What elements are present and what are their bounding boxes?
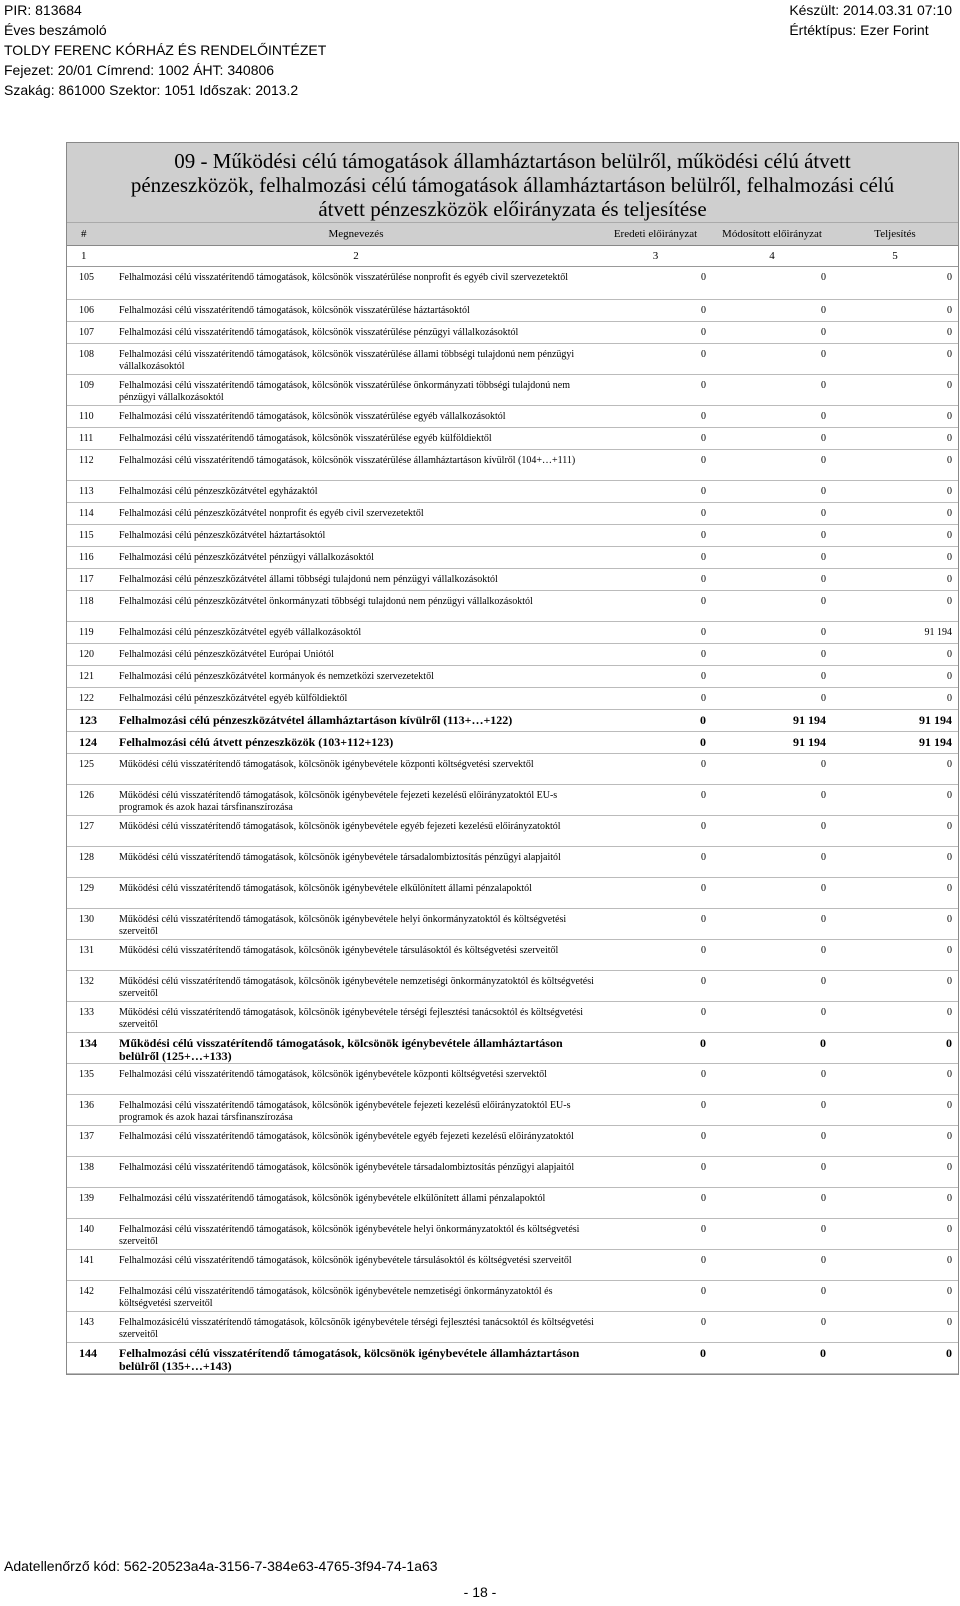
original-appropriation: 0 xyxy=(701,914,706,925)
modified-appropriation: 0 xyxy=(821,349,826,360)
table-row xyxy=(67,1281,958,1312)
table-row xyxy=(67,1188,958,1219)
table-row xyxy=(67,569,958,591)
table-row xyxy=(67,732,958,754)
table-row xyxy=(67,1126,958,1157)
row-name: Felhalmozási célú pénzeszközátvétel pénzügyi vállalkozásoktól xyxy=(119,552,374,563)
original-appropriation: 0 xyxy=(701,627,706,638)
fulfillment-value: 0 xyxy=(947,883,952,894)
modified-appropriation: 0 xyxy=(821,1193,826,1204)
fulfillment-value: 0 xyxy=(947,1162,952,1173)
row-name: Felhalmozási célú visszatérítendő támogatások, kölcsönök visszatérülése nonprofit és egyéb civil szervezetektől xyxy=(119,272,569,283)
modified-appropriation: 0 xyxy=(821,272,826,283)
original-appropriation: 0 xyxy=(701,552,706,563)
row-name: Felhalmozási célú pénzeszközátvétel államháztartáson kívülről (113+…+122) xyxy=(119,713,513,727)
table-row xyxy=(67,428,958,450)
modified-appropriation: 0 xyxy=(821,411,826,422)
original-appropriation: 0 xyxy=(701,530,706,541)
table-row xyxy=(67,622,958,644)
fulfillment-value: 0 xyxy=(947,1224,952,1235)
row-name: Felhalmozási célú pénzeszközátvétel önkormányzati többségi tulajdonú nem pénzügyi vállalkozásoktól xyxy=(119,596,533,607)
modified-appropriation: 0 xyxy=(821,596,826,607)
control-code: Adatellenőrző kód: 562-20523a4a-3156-7-384e63-4765-3f94-74-1a63 xyxy=(4,1558,438,1574)
fulfillment-value: 0 xyxy=(947,574,952,585)
table-row xyxy=(67,666,958,688)
row-number: 141 xyxy=(79,1255,94,1266)
table-row xyxy=(67,971,958,1002)
table-row xyxy=(67,816,958,847)
row-name: Felhalmozási célú visszatérítendő támogatások, kölcsönök igénybevétele államháztartáson belülről (135+…+143) xyxy=(119,1346,580,1373)
column-number: 1 xyxy=(81,250,87,262)
modified-appropriation: 0 xyxy=(821,433,826,444)
column-header-row xyxy=(67,222,958,246)
modified-appropriation: 0 xyxy=(821,380,826,391)
fulfillment-value: 0 xyxy=(947,1100,952,1111)
original-appropriation: 0 xyxy=(701,349,706,360)
row-name: Felhalmozásicélú visszatérítendő támogatások, kölcsönök igénybevétele térségi fejlesztési tanácsoktól és költségvetési szerveitől xyxy=(119,1317,594,1340)
report-title-line: pénzeszközök, felhalmozási célú támogatások államháztartáson belülről, felhalmozási célú xyxy=(130,173,895,197)
table-row xyxy=(67,847,958,878)
row-number: 140 xyxy=(79,1224,94,1235)
row-name: Felhalmozási célú visszatérítendő támogatások, kölcsönök igénybevétele helyi önkormányzatoktól és költségvetési szerveitől xyxy=(119,1224,580,1247)
report-type-line: Éves beszámoló xyxy=(4,22,107,38)
modified-appropriation: 0 xyxy=(821,305,826,316)
modified-appropriation: 0 xyxy=(821,1069,826,1080)
original-appropriation: 0 xyxy=(701,1069,706,1080)
row-number: 123 xyxy=(79,713,97,727)
fulfillment-value: 0 xyxy=(947,1255,952,1266)
created-line: Készült: 2014.03.31 07:10 xyxy=(789,2,952,18)
row-name: Működési célú visszatérítendő támogatások, kölcsönök igénybevétele egyéb fejezeti kezelésű előirányzatoktól xyxy=(119,821,561,832)
row-number: 131 xyxy=(79,945,94,956)
modified-appropriation: 0 xyxy=(820,1346,826,1360)
original-appropriation: 0 xyxy=(701,455,706,466)
row-name: Felhalmozási célú pénzeszközátvétel egyéb külföldiektől xyxy=(119,693,348,704)
row-number: 133 xyxy=(79,1007,94,1018)
report-title xyxy=(67,143,958,222)
fulfillment-value: 0 xyxy=(947,693,952,704)
original-appropriation: 0 xyxy=(701,1100,706,1111)
table-row xyxy=(67,644,958,666)
original-appropriation: 0 xyxy=(700,1036,706,1050)
row-number: 110 xyxy=(79,411,94,422)
table-row xyxy=(67,344,958,375)
row-name: Felhalmozási célú visszatérítendő támogatások, kölcsönök visszatérülése pénzügyi vállalkozásoktól xyxy=(119,327,519,338)
fulfillment-value: 0 xyxy=(947,821,952,832)
modified-appropriation: 91 194 xyxy=(793,713,826,727)
original-appropriation: 0 xyxy=(701,1255,706,1266)
column-number: 2 xyxy=(353,250,359,262)
row-name: Működési célú visszatérítendő támogatások, kölcsönök igénybevétele helyi önkormányzatoktól és költségvetési szerveitől xyxy=(119,914,567,937)
original-appropriation: 0 xyxy=(701,1131,706,1142)
row-number: 119 xyxy=(79,627,94,638)
fulfillment-value: 0 xyxy=(947,349,952,360)
fulfillment-value: 0 xyxy=(947,852,952,863)
table-body xyxy=(67,267,958,1374)
column-number-row xyxy=(67,246,958,267)
table-row xyxy=(67,878,958,909)
row-name: Felhalmozási célú pénzeszközátvétel Európai Uniótól xyxy=(119,649,334,660)
fulfillment-value: 91 194 xyxy=(919,713,952,727)
fulfillment-value: 0 xyxy=(947,455,952,466)
fulfillment-value: 0 xyxy=(946,1346,952,1360)
modified-appropriation: 0 xyxy=(821,649,826,660)
modified-appropriation: 0 xyxy=(821,627,826,638)
fulfillment-value: 0 xyxy=(947,1193,952,1204)
original-appropriation: 0 xyxy=(701,380,706,391)
row-number: 137 xyxy=(79,1131,94,1142)
modified-appropriation: 0 xyxy=(821,693,826,704)
modified-appropriation: 0 xyxy=(821,327,826,338)
row-name: Működési célú visszatérítendő támogatások, kölcsönök igénybevétele térségi fejlesztési tanácsoktól és költségvetési szerveitől xyxy=(119,1007,584,1030)
row-number: 132 xyxy=(79,976,94,987)
row-name: Felhalmozási célú pénzeszközátvétel egyházaktól xyxy=(119,486,318,497)
pir-line: PIR: 813684 xyxy=(4,2,82,18)
original-appropriation: 0 xyxy=(701,508,706,519)
fulfillment-value: 0 xyxy=(947,530,952,541)
fulfillment-value: 0 xyxy=(947,671,952,682)
column-number: 5 xyxy=(892,250,898,262)
original-appropriation: 0 xyxy=(701,790,706,801)
fulfillment-value: 91 194 xyxy=(919,735,952,749)
row-number: 105 xyxy=(79,272,94,283)
row-number: 130 xyxy=(79,914,94,925)
row-name: Felhalmozási célú visszatérítendő támogatások, kölcsönök visszatérülése államháztartáson kívülről (104+…+111) xyxy=(119,455,576,466)
fulfillment-value: 91 194 xyxy=(924,627,952,638)
original-appropriation: 0 xyxy=(701,883,706,894)
row-name: Működési célú visszatérítendő támogatások, kölcsönök igénybevétele fejezeti kezelésű előirányzatoktól EU-s programok és azok hazai társfinanszírozása xyxy=(119,790,558,813)
original-appropriation: 0 xyxy=(701,945,706,956)
row-name: Felhalmozási célú visszatérítendő támogatások, kölcsönök visszatérülése állami többségi tulajdonú nem pénzügyi vállalkozásoktól xyxy=(119,349,575,372)
table-row xyxy=(67,300,958,322)
fulfillment-value: 0 xyxy=(947,976,952,987)
fulfillment-value: 0 xyxy=(947,1317,952,1328)
modified-appropriation: 0 xyxy=(821,1286,826,1297)
modified-appropriation: 0 xyxy=(821,486,826,497)
row-number: 135 xyxy=(79,1069,94,1080)
original-appropriation: 0 xyxy=(701,693,706,704)
original-appropriation: 0 xyxy=(701,671,706,682)
table-row xyxy=(67,909,958,940)
table-row xyxy=(67,1002,958,1033)
table-row xyxy=(67,1033,958,1064)
page-number: - 18 - xyxy=(463,1584,497,1600)
original-appropriation: 0 xyxy=(701,596,706,607)
row-name: Működési célú visszatérítendő támogatások, kölcsönök igénybevétele központi költségvetési szervektől xyxy=(119,759,534,770)
original-appropriation: 0 xyxy=(701,305,706,316)
row-number: 112 xyxy=(79,455,94,466)
modified-appropriation: 0 xyxy=(821,552,826,563)
original-appropriation: 0 xyxy=(701,1224,706,1235)
fulfillment-value: 0 xyxy=(947,1286,952,1297)
fulfillment-value: 0 xyxy=(947,790,952,801)
modified-appropriation: 91 194 xyxy=(793,735,826,749)
row-number: 142 xyxy=(79,1286,94,1297)
fulfillment-value: 0 xyxy=(947,305,952,316)
modified-appropriation: 0 xyxy=(821,671,826,682)
modified-appropriation: 0 xyxy=(821,574,826,585)
modified-appropriation: 0 xyxy=(821,1162,826,1173)
fulfillment-value: 0 xyxy=(947,433,952,444)
row-name: Felhalmozási célú visszatérítendő támogatások, kölcsönök visszatérülése egyéb vállalkozásoktól xyxy=(119,411,506,422)
column-header: Megnevezés xyxy=(328,228,384,240)
modified-appropriation: 0 xyxy=(821,976,826,987)
column-header: Teljesítés xyxy=(874,228,916,240)
row-name: Működési célú visszatérítendő támogatások, kölcsönök igénybevétele társadalombiztosítás pénzügyi alapjaitól xyxy=(119,852,561,863)
row-number: 127 xyxy=(79,821,94,832)
row-name: Működési célú visszatérítendő támogatások, kölcsönök igénybevétele államháztartáson belülről (125+…+133) xyxy=(119,1036,563,1063)
modified-appropriation: 0 xyxy=(821,852,826,863)
fulfillment-value: 0 xyxy=(947,1069,952,1080)
row-number: 143 xyxy=(79,1317,94,1328)
row-number: 134 xyxy=(79,1036,97,1050)
fulfillment-value: 0 xyxy=(947,1007,952,1018)
column-number: 3 xyxy=(652,250,659,262)
table-row xyxy=(67,375,958,406)
row-number: 128 xyxy=(79,852,94,863)
row-number: 113 xyxy=(79,486,94,497)
row-number: 139 xyxy=(79,1193,94,1204)
original-appropriation: 0 xyxy=(701,574,706,585)
table-row xyxy=(67,1219,958,1250)
modified-appropriation: 0 xyxy=(821,790,826,801)
row-name: Felhalmozási célú visszatérítendő támogatások, kölcsönök igénybevétele társulásoktól és költségvetési szerveitől xyxy=(119,1255,572,1266)
fulfillment-value: 0 xyxy=(947,272,952,283)
row-name: Felhalmozási célú visszatérítendő támogatások, kölcsönök igénybevétele társadalombiztosítás pénzügyi alapjaitól xyxy=(119,1162,575,1173)
row-number: 136 xyxy=(79,1100,94,1111)
fulfillment-value: 0 xyxy=(947,1131,952,1142)
original-appropriation: 0 xyxy=(700,735,706,749)
report-title-line: átvett pénzeszközök előirányzata és teljesítése xyxy=(318,197,707,221)
fulfillment-value: 0 xyxy=(947,486,952,497)
fulfillment-value: 0 xyxy=(947,945,952,956)
fulfillment-value: 0 xyxy=(947,552,952,563)
row-number: 115 xyxy=(79,530,94,541)
row-number: 120 xyxy=(79,649,94,660)
row-name: Felhalmozási célú pénzeszközátvétel háztartásoktól xyxy=(119,530,326,541)
row-name: Felhalmozási célú átvett pénzeszközök (103+112+123) xyxy=(119,735,394,749)
table-row xyxy=(67,450,958,481)
original-appropriation: 0 xyxy=(701,1317,706,1328)
fulfillment-value: 0 xyxy=(947,596,952,607)
original-appropriation: 0 xyxy=(701,433,706,444)
row-name: Felhalmozási célú pénzeszközátvétel kormányok és nemzetközi szervezetektől xyxy=(119,671,434,682)
row-number: 124 xyxy=(79,735,97,749)
table-row xyxy=(67,1250,958,1281)
row-name: Felhalmozási célú visszatérítendő támogatások, kölcsönök visszatérülése háztartásoktól xyxy=(119,305,470,316)
column-header: # xyxy=(81,228,87,240)
row-number: 122 xyxy=(79,693,94,704)
row-number: 125 xyxy=(79,759,94,770)
row-number: 106 xyxy=(79,305,94,316)
original-appropriation: 0 xyxy=(701,486,706,497)
row-name: Felhalmozási célú visszatérítendő támogatások, kölcsönök visszatérülése önkormányzati többségi tulajdonú nem pénzügyi vállalkozásoktól xyxy=(119,380,570,403)
row-name: Felhalmozási célú pénzeszközátvétel nonprofit és egyéb civil szervezetektől xyxy=(119,508,424,519)
row-number: 117 xyxy=(79,574,94,585)
institution-name: TOLDY FERENC KÓRHÁZ ÉS RENDELŐINTÉZET xyxy=(4,42,327,58)
original-appropriation: 0 xyxy=(701,272,706,283)
row-name: Működési célú visszatérítendő támogatások, kölcsönök igénybevétele elkülönített állami pénzalapoktól xyxy=(119,883,532,894)
row-number: 116 xyxy=(79,552,94,563)
row-name: Működési célú visszatérítendő támogatások, kölcsönök igénybevétele társulásoktól és költségvetési szerveitől xyxy=(119,945,559,956)
row-name: Működési célú visszatérítendő támogatások, kölcsönök igénybevétele nemzetiségi önkormányzatoktól és költségvetési szerveitől xyxy=(119,976,594,999)
original-appropriation: 0 xyxy=(701,1162,706,1173)
report-header-left xyxy=(4,0,326,100)
modified-appropriation: 0 xyxy=(821,1317,826,1328)
modified-appropriation: 0 xyxy=(821,530,826,541)
table-row xyxy=(67,785,958,816)
fulfillment-value: 0 xyxy=(947,411,952,422)
row-name: Felhalmozási célú visszatérítendő támogatások, kölcsönök igénybevétele egyéb fejezeti kezelésű előirányzatoktól xyxy=(119,1131,574,1142)
modified-appropriation: 0 xyxy=(821,945,826,956)
table-row xyxy=(67,406,958,428)
original-appropriation: 0 xyxy=(701,1007,706,1018)
row-number: 121 xyxy=(79,671,94,682)
sector-line: Szakág: 861000 Szektor: 1051 Időszak: 2013.2 xyxy=(4,82,299,98)
report-title-line: 09 - Működési célú támogatások államháztartáson belülről, működési célú átvett xyxy=(174,149,851,173)
row-name: Felhalmozási célú visszatérítendő támogatások, kölcsönök visszatérülése egyéb külföldiektől xyxy=(119,433,492,444)
fulfillment-value: 0 xyxy=(947,759,952,770)
report-table xyxy=(66,142,959,1375)
table-row xyxy=(67,940,958,971)
table-row xyxy=(67,1064,958,1095)
table-row xyxy=(67,591,958,622)
row-number: 118 xyxy=(79,596,94,607)
row-name: Felhalmozási célú visszatérítendő támogatások, kölcsönök igénybevétele fejezeti kezelésű előirányzatoktól EU-s programok és azok hazai társfinanszírozása xyxy=(119,1100,571,1123)
row-number: 111 xyxy=(79,433,94,444)
modified-appropriation: 0 xyxy=(821,821,826,832)
row-name: Felhalmozási célú visszatérítendő támogatások, kölcsönök igénybevétele központi költségvetési szervektől xyxy=(119,1069,547,1080)
original-appropriation: 0 xyxy=(701,1286,706,1297)
table-row xyxy=(67,1157,958,1188)
row-name: Felhalmozási célú pénzeszközátvétel állami többségi tulajdonú nem pénzügyi vállalkozásoktól xyxy=(119,574,498,585)
fulfillment-value: 0 xyxy=(947,914,952,925)
original-appropriation: 0 xyxy=(701,411,706,422)
row-number: 126 xyxy=(79,790,94,801)
table-row xyxy=(67,322,958,344)
fulfillment-value: 0 xyxy=(947,508,952,519)
modified-appropriation: 0 xyxy=(821,883,826,894)
original-appropriation: 0 xyxy=(700,713,706,727)
modified-appropriation: 0 xyxy=(821,1007,826,1018)
column-header: Eredeti előirányzat xyxy=(613,228,698,240)
original-appropriation: 0 xyxy=(701,649,706,660)
modified-appropriation: 0 xyxy=(821,1100,826,1111)
modified-appropriation: 0 xyxy=(821,914,826,925)
chapter-line: Fejezet: 20/01 Címrend: 1002 ÁHT: 340806 xyxy=(4,62,275,78)
row-number: 108 xyxy=(79,349,94,360)
modified-appropriation: 0 xyxy=(821,1224,826,1235)
row-number: 144 xyxy=(79,1346,97,1360)
modified-appropriation: 0 xyxy=(821,508,826,519)
original-appropriation: 0 xyxy=(701,759,706,770)
original-appropriation: 0 xyxy=(701,821,706,832)
table-row xyxy=(67,267,958,300)
table-row xyxy=(67,688,958,710)
fulfillment-value: 0 xyxy=(947,649,952,660)
row-name: Felhalmozási célú visszatérítendő támogatások, kölcsönök igénybevétele nemzetiségi önkormányzatoktól és költségvetési szerveitől xyxy=(119,1286,553,1309)
original-appropriation: 0 xyxy=(701,327,706,338)
original-appropriation: 0 xyxy=(701,1193,706,1204)
column-header: Módosított előirányzat xyxy=(722,228,822,240)
modified-appropriation: 0 xyxy=(821,455,826,466)
column-number: 4 xyxy=(769,250,775,262)
row-number: 109 xyxy=(79,380,94,391)
table-row xyxy=(67,481,958,503)
modified-appropriation: 0 xyxy=(821,1131,826,1142)
row-number: 138 xyxy=(79,1162,94,1173)
row-number: 129 xyxy=(79,883,94,894)
modified-appropriation: 0 xyxy=(821,1255,826,1266)
table-row xyxy=(67,503,958,525)
table-row xyxy=(67,547,958,569)
report-header-right xyxy=(789,0,952,40)
row-number: 114 xyxy=(79,508,94,519)
row-name: Felhalmozási célú pénzeszközátvétel egyéb vállalkozásoktól xyxy=(119,627,362,638)
table-row xyxy=(67,710,958,732)
value-type-line: Értéktípus: Ezer Forint xyxy=(789,22,929,38)
table-row xyxy=(67,754,958,785)
table-row xyxy=(67,1095,958,1126)
fulfillment-value: 0 xyxy=(947,380,952,391)
fulfillment-value: 0 xyxy=(946,1036,952,1050)
row-name: Felhalmozási célú visszatérítendő támogatások, kölcsönök igénybevétele elkülönített állami pénzalapoktól xyxy=(119,1193,546,1204)
table-row xyxy=(67,525,958,547)
original-appropriation: 0 xyxy=(701,852,706,863)
table-row xyxy=(67,1312,958,1343)
modified-appropriation: 0 xyxy=(820,1036,826,1050)
modified-appropriation: 0 xyxy=(821,759,826,770)
original-appropriation: 0 xyxy=(701,976,706,987)
original-appropriation: 0 xyxy=(700,1346,706,1360)
fulfillment-value: 0 xyxy=(947,327,952,338)
table-row xyxy=(67,1343,958,1374)
row-number: 107 xyxy=(79,327,94,338)
